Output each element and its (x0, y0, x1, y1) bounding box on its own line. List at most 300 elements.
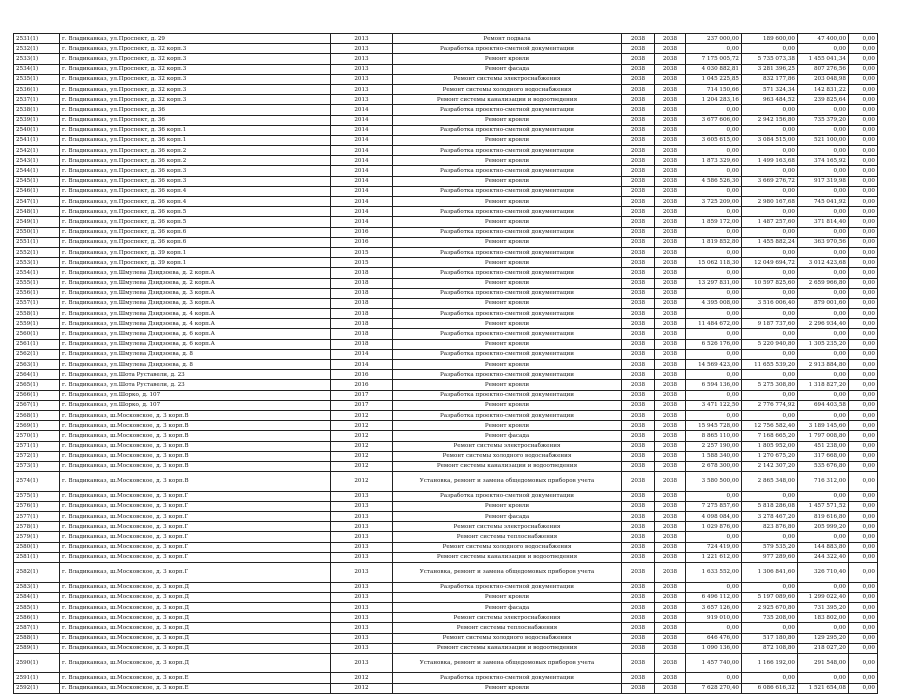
address-cell: г. Владикавказ, ул.Шорко, д. 107 (60, 390, 331, 400)
plan-year-start-cell: 2038 (622, 441, 655, 451)
row-id-cell: 2585(1) (14, 602, 60, 612)
year-cell: 2017 (331, 400, 393, 410)
table-row (14, 34, 878, 44)
plan-year-end-cell: 2038 (655, 44, 686, 54)
total-cost-cell: 1 588 340,00 (686, 451, 742, 461)
year-cell: 2012 (331, 683, 393, 693)
plan-year-end-cell: 2038 (655, 278, 686, 288)
owners-amount-cell: 291 548,00 (798, 653, 849, 673)
table-row (14, 258, 878, 268)
table-row (14, 461, 878, 471)
owners-amount-cell: 0,00 (798, 146, 849, 156)
owners-amount-cell: 129 295,20 (798, 633, 849, 643)
address-cell: г. Владикавказ, ш.Московское, д. 3 корп.Г (60, 532, 331, 542)
year-cell: 2013 (331, 562, 393, 582)
plan-year-end-cell: 2038 (655, 633, 686, 643)
other-amount-cell: 0,00 (849, 329, 878, 339)
other-amount-cell: 0,00 (849, 602, 878, 612)
owners-amount-cell: 218 027,20 (798, 643, 849, 653)
fund-amount-cell: 5 220 940,80 (742, 339, 798, 349)
total-cost-cell: 13 297 831,00 (686, 278, 742, 288)
work-type-cell: Разработка проектно-сметной документации (393, 125, 622, 135)
fund-amount-cell: 2 942 156,80 (742, 115, 798, 125)
address-cell: г. Владикавказ, ул.Шмулева Дзидзоева, д. 6 корп.А (60, 339, 331, 349)
work-type-cell: Ремонт кровли (393, 217, 622, 227)
row-id-cell: 2548(1) (14, 207, 60, 217)
year-cell: 2012 (331, 431, 393, 441)
plan-year-end-cell: 2038 (655, 64, 686, 74)
table-row (14, 44, 878, 54)
work-type-cell: Ремонт кровли (393, 258, 622, 268)
row-id-cell: 2539(1) (14, 115, 60, 125)
year-cell: 2014 (331, 349, 393, 359)
table-row (14, 186, 878, 196)
total-cost-cell: 15 945 728,00 (686, 421, 742, 431)
plan-year-end-cell: 2038 (655, 360, 686, 370)
work-type-cell: Ремонт системы холодного водоснабжения (393, 84, 622, 94)
fund-amount-cell: 832 177,86 (742, 74, 798, 84)
table-row (14, 135, 878, 145)
plan-year-start-cell: 2038 (622, 156, 655, 166)
total-cost-cell: 1 859 172,00 (686, 217, 742, 227)
fund-amount-cell: 0,00 (742, 532, 798, 542)
address-cell: г. Владикавказ, ул.Шмулева Дзидзоева, д. 4 корп.А (60, 319, 331, 329)
owners-amount-cell: 0,00 (798, 491, 849, 501)
address-cell: г. Владикавказ, ул.Проспект, д. 39 корп.1 (60, 258, 331, 268)
year-cell: 2012 (331, 441, 393, 451)
plan-year-start-cell: 2038 (622, 542, 655, 552)
year-cell: 2014 (331, 105, 393, 115)
total-cost-cell: 0,00 (686, 623, 742, 633)
fund-amount-cell: 0,00 (742, 582, 798, 592)
plan-year-start-cell: 2038 (622, 562, 655, 582)
plan-year-end-cell: 2038 (655, 217, 686, 227)
row-id-cell: 2561(1) (14, 339, 60, 349)
owners-amount-cell: 0,00 (798, 207, 849, 217)
total-cost-cell: 0,00 (686, 227, 742, 237)
fund-amount-cell: 3 084 515,00 (742, 135, 798, 145)
other-amount-cell: 0,00 (849, 288, 878, 298)
fund-amount-cell: 12 756 582,40 (742, 421, 798, 431)
year-cell: 2013 (331, 491, 393, 501)
address-cell: г. Владикавказ, ш.Московское, д. 3 корп.Д (60, 643, 331, 653)
total-cost-cell: 0,00 (686, 288, 742, 298)
address-cell: г. Владикавказ, ш.Московское, д. 3 корп.В (60, 441, 331, 451)
plan-year-end-cell: 2038 (655, 431, 686, 441)
table-row (14, 74, 878, 84)
table-row (14, 592, 878, 602)
year-cell: 2015 (331, 247, 393, 257)
other-amount-cell: 0,00 (849, 592, 878, 602)
plan-year-end-cell: 2038 (655, 552, 686, 562)
total-cost-cell: 0,00 (686, 207, 742, 217)
table-row (14, 197, 878, 207)
total-cost-cell: 11 484 672,00 (686, 319, 742, 329)
table-row (14, 268, 878, 278)
address-cell: г. Владикавказ, ш.Московское, д. 3 корп.Г (60, 491, 331, 501)
other-amount-cell: 0,00 (849, 390, 878, 400)
year-cell: 2018 (331, 339, 393, 349)
fund-amount-cell: 0,00 (742, 146, 798, 156)
total-cost-cell: 6 526 176,00 (686, 339, 742, 349)
fund-amount-cell: 2 865 348,00 (742, 472, 798, 492)
plan-year-start-cell: 2038 (622, 44, 655, 54)
other-amount-cell: 0,00 (849, 431, 878, 441)
table-row (14, 562, 878, 582)
table-row (14, 542, 878, 552)
row-id-cell: 2554(1) (14, 268, 60, 278)
fund-amount-cell: 3 516 006,40 (742, 298, 798, 308)
plan-year-end-cell: 2038 (655, 329, 686, 339)
year-cell: 2014 (331, 125, 393, 135)
total-cost-cell: 15 062 118,30 (686, 258, 742, 268)
year-cell: 2013 (331, 602, 393, 612)
table-row (14, 472, 878, 492)
address-cell: г. Владикавказ, ш.Московское, д. 3 корп.Д (60, 602, 331, 612)
plan-year-start-cell: 2038 (622, 34, 655, 44)
fund-amount-cell: 0,00 (742, 390, 798, 400)
fund-amount-cell: 0,00 (742, 623, 798, 633)
row-id-cell: 2575(1) (14, 491, 60, 501)
year-cell: 2013 (331, 633, 393, 643)
year-cell: 2016 (331, 370, 393, 380)
year-cell: 2013 (331, 64, 393, 74)
row-id-cell: 2570(1) (14, 431, 60, 441)
total-cost-cell: 6 594 136,00 (686, 380, 742, 390)
owners-amount-cell: 1 305 235,20 (798, 339, 849, 349)
plan-year-end-cell: 2038 (655, 491, 686, 501)
owners-amount-cell: 1 299 022,40 (798, 592, 849, 602)
table-row (14, 522, 878, 532)
owners-amount-cell: 694 403,58 (798, 400, 849, 410)
owners-amount-cell: 0,00 (798, 105, 849, 115)
year-cell: 2013 (331, 512, 393, 522)
year-cell: 2014 (331, 360, 393, 370)
other-amount-cell: 0,00 (849, 197, 878, 207)
total-cost-cell: 3 471 122,50 (686, 400, 742, 410)
table-row (14, 298, 878, 308)
address-cell: г. Владикавказ, ул.Проспект, д. 36 (60, 105, 331, 115)
plan-year-end-cell: 2038 (655, 472, 686, 492)
address-cell: г. Владикавказ, ул.Проспект, д. 32 корп.3 (60, 74, 331, 84)
plan-year-end-cell: 2038 (655, 339, 686, 349)
owners-amount-cell: 0,00 (798, 309, 849, 319)
table-row (14, 512, 878, 522)
row-id-cell: 2582(1) (14, 562, 60, 582)
fund-amount-cell: 0,00 (742, 105, 798, 115)
plan-year-end-cell: 2038 (655, 421, 686, 431)
address-cell: г. Владикавказ, ул.Шмулева Дзидзоева, д. 2 корп.А (60, 278, 331, 288)
fund-amount-cell: 1 805 952,00 (742, 441, 798, 451)
plan-year-end-cell: 2038 (655, 319, 686, 329)
owners-amount-cell: 47 400,00 (798, 34, 849, 44)
year-cell: 2013 (331, 532, 393, 542)
address-cell: г. Владикавказ, ул.Проспект, д. 36 корп.4 (60, 197, 331, 207)
plan-year-start-cell: 2038 (622, 683, 655, 693)
address-cell: г. Владикавказ, ул.Проспект, д. 32 корп.3 (60, 84, 331, 94)
row-id-cell: 2532(1) (14, 44, 60, 54)
owners-amount-cell: 807 276,56 (798, 64, 849, 74)
year-cell: 2016 (331, 227, 393, 237)
plan-year-end-cell: 2038 (655, 166, 686, 176)
plan-year-end-cell: 2038 (655, 115, 686, 125)
owners-amount-cell: 2 913 884,80 (798, 360, 849, 370)
year-cell: 2014 (331, 197, 393, 207)
address-cell: г. Владикавказ, ш.Московское, д. 3 корп.Д (60, 623, 331, 633)
plan-year-end-cell: 2038 (655, 105, 686, 115)
row-id-cell: 2566(1) (14, 390, 60, 400)
other-amount-cell: 0,00 (849, 683, 878, 693)
work-type-cell: Ремонт кровли (393, 237, 622, 247)
plan-year-end-cell: 2038 (655, 298, 686, 308)
owners-amount-cell: 3 189 145,60 (798, 421, 849, 431)
row-id-cell: 2553(1) (14, 258, 60, 268)
fund-amount-cell: 5 197 089,60 (742, 592, 798, 602)
year-cell: 2014 (331, 135, 393, 145)
address-cell: г. Владикавказ, ш.Московское, д. 3 корп.Г (60, 522, 331, 532)
year-cell: 2013 (331, 44, 393, 54)
work-type-cell: Ремонт системы электроснабжения (393, 522, 622, 532)
plan-year-end-cell: 2038 (655, 146, 686, 156)
plan-year-start-cell: 2038 (622, 522, 655, 532)
plan-year-start-cell: 2038 (622, 186, 655, 196)
other-amount-cell: 0,00 (849, 461, 878, 471)
work-type-cell: Ремонт системы электроснабжения (393, 441, 622, 451)
address-cell: г. Владикавказ, ш.Московское, д. 3 корп.В (60, 472, 331, 492)
total-cost-cell: 0,00 (686, 329, 742, 339)
row-id-cell: 2588(1) (14, 633, 60, 643)
fund-amount-cell: 579 535,20 (742, 542, 798, 552)
plan-year-start-cell: 2038 (622, 653, 655, 673)
row-id-cell: 2549(1) (14, 217, 60, 227)
work-type-cell: Ремонт системы канализации и водоотведения (393, 552, 622, 562)
table-row (14, 400, 878, 410)
plan-year-end-cell: 2038 (655, 390, 686, 400)
plan-year-end-cell: 2038 (655, 309, 686, 319)
other-amount-cell: 0,00 (849, 34, 878, 44)
total-cost-cell: 0,00 (686, 349, 742, 359)
table-row (14, 309, 878, 319)
row-id-cell: 2576(1) (14, 501, 60, 511)
other-amount-cell: 0,00 (849, 125, 878, 135)
address-cell: г. Владикавказ, ш.Московское, д. 3 корп.Г (60, 552, 331, 562)
plan-year-start-cell: 2038 (622, 268, 655, 278)
table-row (14, 623, 878, 633)
year-cell: 2012 (331, 673, 393, 683)
plan-year-end-cell: 2038 (655, 268, 686, 278)
total-cost-cell: 646 476,00 (686, 633, 742, 643)
row-id-cell: 2544(1) (14, 166, 60, 176)
row-id-cell: 2547(1) (14, 197, 60, 207)
fund-amount-cell: 7 168 665,20 (742, 431, 798, 441)
work-type-cell: Ремонт кровли (393, 176, 622, 186)
total-cost-cell: 0,00 (686, 370, 742, 380)
total-cost-cell: 8 865 110,00 (686, 431, 742, 441)
plan-year-end-cell: 2038 (655, 643, 686, 653)
other-amount-cell: 0,00 (849, 360, 878, 370)
owners-amount-cell: 0,00 (798, 268, 849, 278)
row-id-cell: 2591(1) (14, 673, 60, 683)
other-amount-cell: 0,00 (849, 349, 878, 359)
plan-year-start-cell: 2038 (622, 673, 655, 683)
table-row (14, 176, 878, 186)
year-cell: 2018 (331, 309, 393, 319)
total-cost-cell: 1 221 612,00 (686, 552, 742, 562)
plan-year-start-cell: 2038 (622, 95, 655, 105)
year-cell: 2013 (331, 501, 393, 511)
total-cost-cell: 0,00 (686, 410, 742, 420)
owners-amount-cell: 0,00 (798, 44, 849, 54)
table-row (14, 64, 878, 74)
plan-year-start-cell: 2038 (622, 258, 655, 268)
plan-year-end-cell: 2038 (655, 532, 686, 542)
other-amount-cell: 0,00 (849, 542, 878, 552)
total-cost-cell: 0,00 (686, 491, 742, 501)
fund-amount-cell: 823 876,80 (742, 522, 798, 532)
table-row (14, 683, 878, 693)
year-cell: 2016 (331, 237, 393, 247)
plan-year-end-cell: 2038 (655, 125, 686, 135)
plan-year-start-cell: 2038 (622, 633, 655, 643)
plan-year-start-cell: 2038 (622, 298, 655, 308)
total-cost-cell: 4 030 882,81 (686, 64, 742, 74)
plan-year-start-cell: 2038 (622, 532, 655, 542)
work-type-cell: Установка, ремонт и замена общедомовых приборов учета (393, 653, 622, 673)
other-amount-cell: 0,00 (849, 410, 878, 420)
plan-year-start-cell: 2038 (622, 319, 655, 329)
plan-year-end-cell: 2038 (655, 207, 686, 217)
work-type-cell: Разработка проектно-сметной документации (393, 146, 622, 156)
plan-year-start-cell: 2038 (622, 552, 655, 562)
other-amount-cell: 0,00 (849, 562, 878, 582)
owners-amount-cell: 0,00 (798, 390, 849, 400)
other-amount-cell: 0,00 (849, 339, 878, 349)
other-amount-cell: 0,00 (849, 156, 878, 166)
plan-year-start-cell: 2038 (622, 237, 655, 247)
total-cost-cell: 1 457 740,00 (686, 653, 742, 673)
row-id-cell: 2560(1) (14, 329, 60, 339)
address-cell: г. Владикавказ, ул.Проспект, д. 39 корп.1 (60, 247, 331, 257)
address-cell: г. Владикавказ, ул.Проспект, д. 32 корп.3 (60, 64, 331, 74)
address-cell: г. Владикавказ, ш.Московское, д. 3 корп.Д (60, 613, 331, 623)
work-type-cell: Разработка проектно-сметной документации (393, 673, 622, 683)
table-row (14, 643, 878, 653)
table-row (14, 54, 878, 64)
plan-year-start-cell: 2038 (622, 115, 655, 125)
total-cost-cell: 0,00 (686, 186, 742, 196)
plan-year-start-cell: 2038 (622, 84, 655, 94)
fund-amount-cell: 0,00 (742, 44, 798, 54)
fund-amount-cell: 2 776 774,92 (742, 400, 798, 410)
year-cell: 2014 (331, 166, 393, 176)
other-amount-cell: 0,00 (849, 74, 878, 84)
plan-year-end-cell: 2038 (655, 227, 686, 237)
owners-amount-cell: 203 048,98 (798, 74, 849, 84)
total-cost-cell: 0,00 (686, 268, 742, 278)
other-amount-cell: 0,00 (849, 95, 878, 105)
work-type-cell: Ремонт системы холодного водоснабжения (393, 542, 622, 552)
row-id-cell: 2555(1) (14, 278, 60, 288)
total-cost-cell: 7 275 857,60 (686, 501, 742, 511)
table-row (14, 421, 878, 431)
plan-year-end-cell: 2038 (655, 156, 686, 166)
fund-amount-cell: 5 818 286,08 (742, 501, 798, 511)
fund-amount-cell: 1 306 841,60 (742, 562, 798, 582)
work-type-cell: Установка, ремонт и замена общедомовых приборов учета (393, 472, 622, 492)
row-id-cell: 2543(1) (14, 156, 60, 166)
fund-amount-cell: 0,00 (742, 207, 798, 217)
plan-year-start-cell: 2038 (622, 197, 655, 207)
owners-amount-cell: 451 238,00 (798, 441, 849, 451)
plan-year-end-cell: 2038 (655, 441, 686, 451)
total-cost-cell: 2 678 300,00 (686, 461, 742, 471)
address-cell: г. Владикавказ, ш.Московское, д. 3 корп.Д (60, 633, 331, 643)
table-row (14, 451, 878, 461)
plan-year-start-cell: 2038 (622, 288, 655, 298)
row-id-cell: 2537(1) (14, 95, 60, 105)
plan-year-end-cell: 2038 (655, 95, 686, 105)
fund-amount-cell: 977 289,60 (742, 552, 798, 562)
total-cost-cell: 4 098 084,00 (686, 512, 742, 522)
work-type-cell: Разработка проектно-сметной документации (393, 410, 622, 420)
work-type-cell: Ремонт кровли (393, 400, 622, 410)
plan-year-end-cell: 2038 (655, 247, 686, 257)
plan-year-start-cell: 2038 (622, 54, 655, 64)
year-cell: 2014 (331, 186, 393, 196)
year-cell: 2014 (331, 176, 393, 186)
year-cell: 2013 (331, 582, 393, 592)
row-id-cell: 2542(1) (14, 146, 60, 156)
owners-amount-cell: 2 659 966,80 (798, 278, 849, 288)
fund-amount-cell: 2 980 167,68 (742, 197, 798, 207)
work-type-cell: Ремонт кровли (393, 298, 622, 308)
row-id-cell: 2538(1) (14, 105, 60, 115)
owners-amount-cell: 0,00 (798, 582, 849, 592)
other-amount-cell: 0,00 (849, 522, 878, 532)
fund-amount-cell: 0,00 (742, 125, 798, 135)
owners-amount-cell: 0,00 (798, 125, 849, 135)
year-cell: 2012 (331, 421, 393, 431)
owners-amount-cell: 205 999,20 (798, 522, 849, 532)
address-cell: г. Владикавказ, ул.Проспект, д. 36 корп.2 (60, 156, 331, 166)
address-cell: г. Владикавказ, ш.Московское, д. 3 корп.Д (60, 653, 331, 673)
plan-year-start-cell: 2038 (622, 461, 655, 471)
table-row (14, 227, 878, 237)
work-type-cell: Ремонт системы канализации и водоотведения (393, 461, 622, 471)
owners-amount-cell: 0,00 (798, 166, 849, 176)
owners-amount-cell: 745 041,92 (798, 197, 849, 207)
year-cell: 2014 (331, 115, 393, 125)
work-type-cell: Ремонт фасада (393, 512, 622, 522)
plan-year-end-cell: 2038 (655, 34, 686, 44)
owners-amount-cell: 183 802,00 (798, 613, 849, 623)
total-cost-cell: 0,00 (686, 390, 742, 400)
other-amount-cell: 0,00 (849, 64, 878, 74)
address-cell: г. Владикавказ, ш.Московское, д. 3 корп.В (60, 451, 331, 461)
work-type-cell: Разработка проектно-сметной документации (393, 227, 622, 237)
table-row (14, 156, 878, 166)
table-row (14, 349, 878, 359)
year-cell: 2013 (331, 74, 393, 84)
year-cell: 2014 (331, 146, 393, 156)
plan-year-start-cell: 2038 (622, 421, 655, 431)
other-amount-cell: 0,00 (849, 512, 878, 522)
row-id-cell: 2546(1) (14, 186, 60, 196)
owners-amount-cell: 0,00 (798, 370, 849, 380)
owners-amount-cell: 3 012 423,68 (798, 258, 849, 268)
fund-amount-cell: 0,00 (742, 349, 798, 359)
fund-amount-cell: 1 166 192,00 (742, 653, 798, 673)
